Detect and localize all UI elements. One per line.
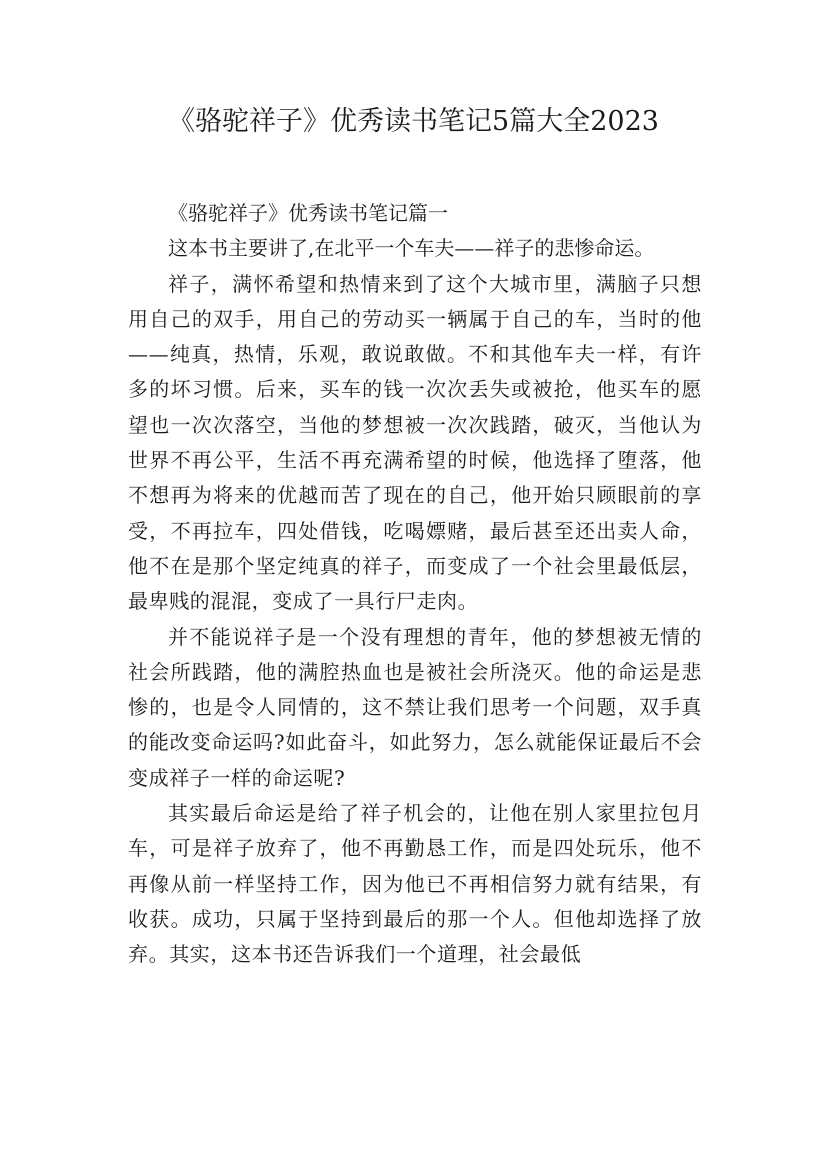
paragraph-3: 并不能说祥子是一个没有理想的青年，他的梦想被无情的社会所践踏，他的满腔热血也是被社会所浇灭。他的命运是悲惨的，也是令人同情的，这不禁让我们思考一个问题，双手真的能改变命运吗?如此奋斗，如此努力，怎么就能保证最后不会变成祥子一样的命运呢? — [128, 624, 702, 790]
paragraph-2: 祥子，满怀希望和热情来到了这个大城市里，满脑子只想用自己的双手，用自己的劳动买一辆属于自己的车，当时的他——纯真，热情，乐观，敢说敢做。不和其他车夫一样，有许多的坏习惯。后来，买车的钱一次次丢失或被抢，他买车的愿望也一次次落空，当他的梦想被一次次践踏，破灭，当他认为世界不再公平，生活不再充满希望的时候，他选择了堕落，他不想再为将来的优越而苦了现在的自己，他开始只顾眼前的享受，不再拉车，四处借钱，吃喝嫖赌，最后甚至还出卖人命，他不在是那个坚定纯真的祥子，而变成了一个社会里最低层，最卑贱的混混，变成了一具行尸走肉。 — [128, 271, 702, 614]
document-title: 《骆驼祥子》优秀读书笔记5篇大全2023 — [168, 106, 659, 137]
document-body — [128, 196, 702, 973]
section-heading: 《骆驼祥子》优秀读书笔记篇一 — [168, 201, 448, 225]
paragraph-4: 其实最后命运是给了祥子机会的，让他在别人家里拉包月车，可是祥子放弃了，他不再勤恳工作，而是四处玩乐，他不再像从前一样坚持工作，因为他已不再相信努力就有结果，有收获。成功，只属于坚持到最后的那一个人。但他却选择了放弃。其实，这本书还告诉我们一个道理，社会最低 — [128, 801, 702, 967]
paragraph-1: 这本书主要讲了,在北平一个车夫——祥子的悲惨命运。 — [168, 236, 655, 261]
